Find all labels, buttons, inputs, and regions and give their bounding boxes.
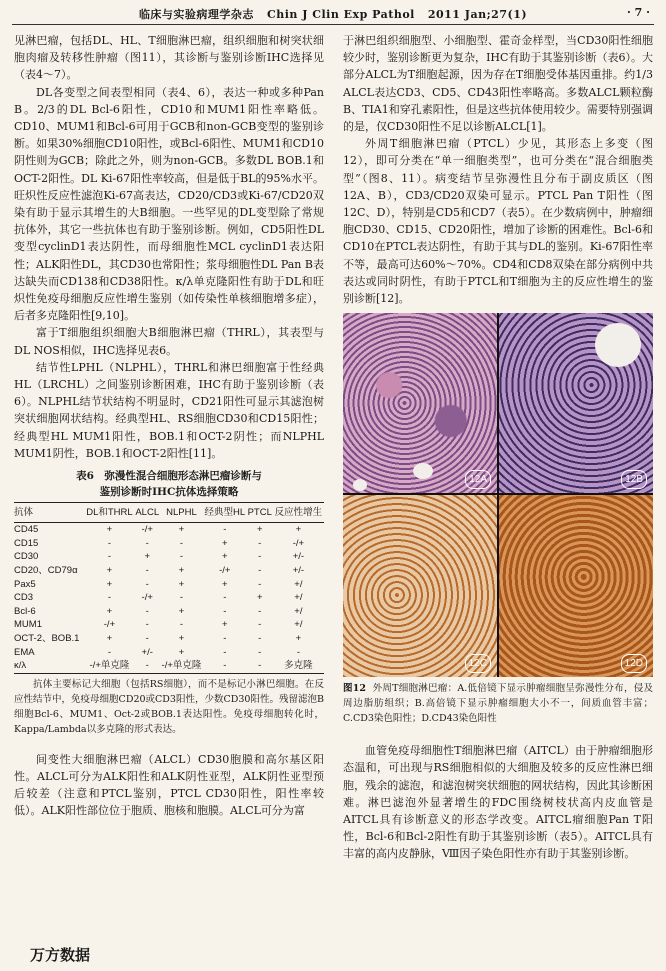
table-cell: +/ xyxy=(294,578,303,590)
table-cell: - xyxy=(145,633,149,645)
table-title-line: 表6 弥漫性混合细胞形态淋巴瘤诊断与 xyxy=(76,470,262,483)
table-row xyxy=(14,591,324,605)
table-row xyxy=(14,632,324,646)
right-column xyxy=(343,32,653,863)
table-row xyxy=(14,550,324,564)
table-cell: - xyxy=(107,551,112,563)
left-column xyxy=(14,32,324,820)
table-cell: - xyxy=(179,592,184,604)
paragraph: 于淋巴组织细胞型、小细胞型、霍奇金样型，当CD30阳性细胞较少时，鉴别诊断更为复杂，IHC有助于其鉴别诊断（表6）。大部分ALCL为T细胞起源，因为存在T细胞受体基因重排。约1/3 ALCL表达CD3、CD5、CD43阳性率略高。多数ALCL颗粒酶B、TIA1和穿孔素阳性，但是这些抗体使用较少。需要特别强调的是，仅CD30阳性不足以诊断ALCL[1]。 xyxy=(343,34,653,134)
table-row xyxy=(14,537,324,551)
table-cell: -/+ xyxy=(141,524,153,536)
paragraph: DL各变型之间表型相同（表4、6），表达一种或多种Pan B。2/3的DL Bcl-6阳性，CD10和MUM1阳性率略低。CD10、MUM1和Bcl-6可用于GCB和non-GCB变型的鉴别诊断。如果30%细胞CD10阳性，或Bcl-6阳性、MUM1和CD10阴性则为GCB；除此之外，则为non-GCB。多数DL BOB.1和OCT-2阳性。DL Ki-67阳性率较高，但是低于BL的95%水平。旺炽性反应性滤泡Ki-67高表达，CD20/CD3或Ki-67/CD20双染有助于显示其增生的大B细胞。一些罕见的DL变型除了常规抗体外，其它一些抗体也有助于鉴别诊断。例如，CD5阳性DL变型cyclinD1表达阴性，而母细胞性MCL cyclinD1表达阳性；ALK阳性DL，其CD30也常阳性；浆母细胞性DL Pan B表达缺失而CD138和CD38阳性。κ/λ单克隆阳性有助于DL和旺炽性免疫母细胞反应性增生鉴别（如传染性单核细胞增多症），后者多克隆阳性[9,10]。 xyxy=(14,85,324,323)
paragraph: 结节性LPHL（NLPHL），THRL和淋巴细胞富于性经典HL（LRCHL）之间鉴别诊断困难，IHC有助于鉴别诊断（表6）。NLPHL结节状结构不明显时，CD21阳性可显示其滤泡树突状细胞网状结构。经典型HL、RS细胞CD30和CD15阳性；经典型HL MUM1阳性，BOB.1和OCT-2阴性；而NLPHL MUM1阴性，BOB.1和OCT-2阳性[11]。 xyxy=(14,360,324,460)
table-cell: + xyxy=(106,524,113,536)
table-cell: - xyxy=(107,646,112,658)
paragraph: 富于T细胞组织细胞大B细胞淋巴瘤（THRL），其表型与DL NOS相似，IHC选择见表6。 xyxy=(14,326,324,357)
table-cell: - xyxy=(258,565,262,577)
table-cell: - xyxy=(145,537,149,549)
table-cell: - xyxy=(223,592,227,604)
table-cell: CD3 xyxy=(14,592,34,604)
table-cell: + xyxy=(222,619,228,631)
watermark: 万方数据 xyxy=(30,947,91,964)
table-cell: CD30 xyxy=(14,551,39,563)
table-cell: + xyxy=(178,578,185,590)
panel-label: 12D xyxy=(621,654,647,673)
paragraph: 间变性大细胞淋巴瘤（ALCL）CD30胞膜和高尔基区阳性。ALCL可分为ALK阳性和ALK阴性亚型，ALK阴性亚型预后较差（注意和PTCL鉴别，PTCL CD30阳性，阳性率较低）。ALK阳性部位位于胞质、胞核和胞膜。ALCL可分为富 xyxy=(14,752,324,818)
table-cell: + xyxy=(222,551,228,563)
table-cell: CD15 xyxy=(14,537,39,549)
table-cell: - xyxy=(107,537,112,549)
table-cell: - xyxy=(145,619,149,631)
journal-issue: 2011 Jan;27(1) xyxy=(427,8,528,21)
table-cell: Bcl-6 xyxy=(14,605,36,617)
table-cell: -/+ xyxy=(292,537,305,549)
page-number: · 7 · xyxy=(627,6,650,19)
table-cell: +/- xyxy=(292,551,305,563)
table-row xyxy=(14,523,324,537)
table-cell: + xyxy=(106,605,113,617)
table-title-line: 鉴别诊断时IHC抗体选择策略 xyxy=(99,486,239,499)
figure-caption xyxy=(343,681,653,726)
table-row xyxy=(14,564,324,578)
paragraph: 见淋巴瘤，包括DL、HL、T细胞淋巴瘤，组织细胞和树突状细胞肉瘤及转移性肿瘤（图11），其诊断与鉴别诊断IHC选择见（表4～7）。 xyxy=(14,34,324,82)
table-cell: - xyxy=(258,619,262,631)
table-cell: + xyxy=(222,578,228,590)
paragraph: 外周T细胞淋巴瘤（PTCL）少见，其形态上多变（图12），即可分类在“单一细胞类型”，也可分类在“混合细胞类型”（图8、11）。病变结节呈弥漫性且分布于副皮质区（图12A、B），CD3/CD20双染可显示。PTCL Pan T阳性（图12C、D），特别是CD5和CD7（表5）。在少数病例中，肿瘤细胞CD30、CD15、CD20阳性，增加了诊断的困难性。Bcl-6和CD10在PTCL表达阴性，有助于其与DL的鉴别。Ki-67阳性率不等，最高可达60%～70%。CD4和CD8双染在部分病例中共表达或同时阴性，有助于PTCL和T细胞为主的反应性增生的鉴别诊断[12]。 xyxy=(343,137,653,306)
panel-label: 12A xyxy=(465,470,491,489)
table-cell: - xyxy=(223,633,227,645)
table-cell: -/+ xyxy=(141,592,153,604)
table-header-cell: DL和THRL xyxy=(84,503,134,523)
table-cell: + xyxy=(222,537,228,549)
table-cell: - xyxy=(179,551,184,563)
table-cell: - xyxy=(258,551,262,563)
table-cell: -/+单克隆 xyxy=(84,659,134,673)
table-note: 抗体主要标记大细胞（包括RS细胞），而不是标记小淋巴细胞。在反应性结节中，免疫母细胞CD20或CD3阳性，少数CD30阳性。残留滤泡B细胞Bcl-6、MUM1、Oct-2或BOB.1表达阳性。免疫母细胞转化时，Kappa/Lambda以多克隆的形式表达。 xyxy=(14,678,324,735)
table-cell: + xyxy=(256,524,263,536)
table-cell: - xyxy=(223,646,227,658)
table-cell: MUM1 xyxy=(14,619,42,631)
table-cell: -/+ xyxy=(103,619,116,631)
page-header xyxy=(12,4,654,25)
table-cell: +/ xyxy=(294,605,303,617)
table-cell: - xyxy=(258,605,262,617)
table-cell: + xyxy=(178,605,185,617)
table-cell: - xyxy=(145,578,149,590)
table-header-cell: 经典型HL xyxy=(203,503,247,523)
table-cell: - xyxy=(145,565,149,577)
table-cell: - xyxy=(247,659,273,673)
table-cell: +/ xyxy=(294,592,303,604)
journal-title xyxy=(12,6,654,22)
table-cell: -/+单克隆 xyxy=(160,659,203,673)
figure-caption-label: 图12 xyxy=(343,683,366,695)
table-row xyxy=(14,578,324,592)
table-cell: + xyxy=(295,633,302,645)
table-cell: + xyxy=(144,551,150,563)
journal-name-en: Chin J Clin Exp Pathol xyxy=(266,8,415,21)
table-header-cell: PTCL xyxy=(247,503,273,523)
table-cell: + xyxy=(178,565,185,577)
micrograph-panel-c xyxy=(343,495,497,677)
table-header-cell: ALCL xyxy=(134,503,160,523)
table-cell: + xyxy=(106,565,113,577)
table-cell: - xyxy=(134,659,160,673)
table-cell: κ/λ xyxy=(14,659,84,673)
journal-name-cn: 临床与实验病理学杂志 xyxy=(138,8,254,21)
table-cell: - xyxy=(296,646,300,658)
micrograph-panel-b xyxy=(499,313,653,493)
table-cell: - xyxy=(258,646,262,658)
micrograph-panel-a xyxy=(343,313,497,493)
table-cell: + xyxy=(295,524,302,536)
table-cell: -/+ xyxy=(219,565,231,577)
table-header-cell: NLPHL xyxy=(160,503,203,523)
table-cell: OCT-2、BOB.1 xyxy=(14,633,80,645)
table-row xyxy=(14,605,324,619)
table-cell: EMA xyxy=(14,646,35,658)
table-cell: + xyxy=(178,646,185,658)
table-cell: + xyxy=(178,633,185,645)
table-cell: Pax5 xyxy=(14,578,36,590)
figure-12 xyxy=(343,313,653,677)
table-cell: - xyxy=(258,537,262,549)
table-cell: + xyxy=(106,633,113,645)
paragraph: 血管免疫母细胞性T细胞淋巴瘤（AITCL）由于肿瘤细胞形态温和，可出现与RS细胞相似的大细胞及较多的反应性淋巴细胞，残余的滤泡，和滤泡树突状细胞的网状结构，因此其诊断困难。淋巴滤泡外显著增生的FDC围绕树枝状高内皮血管是AITCL具有诊断意义的形态学改变。AITCL瘤细胞Pan T阳性，Bcl-6和Bcl-2阳性有助于其鉴别诊断（表5）。AITCL具有丰富的高内皮静脉，Ⅷ因子染色阳性亦有助于其鉴别诊断。 xyxy=(343,744,653,861)
table-row xyxy=(14,659,324,673)
table-cell: - xyxy=(223,605,227,617)
panel-label: 12C xyxy=(465,654,491,673)
table-cell: - xyxy=(179,537,184,549)
table-cell: + xyxy=(178,524,185,536)
table-body xyxy=(14,523,324,674)
micrograph-panel-d xyxy=(499,495,653,677)
table-header-row xyxy=(14,503,324,523)
table-cell: +/ xyxy=(294,619,303,631)
table-row xyxy=(14,618,324,632)
table-cell: CD20、CD79α xyxy=(14,565,78,577)
table-cell: - xyxy=(203,659,247,673)
table-cell: + xyxy=(256,592,263,604)
table-cell: CD45 xyxy=(14,524,39,536)
table-title xyxy=(14,468,324,500)
panel-label: 12B xyxy=(621,470,647,489)
table-cell: +/- xyxy=(141,646,153,658)
table-cell: +/- xyxy=(292,565,305,577)
table-cell: - xyxy=(107,592,112,604)
table-cell: + xyxy=(106,578,113,590)
table-cell: - xyxy=(179,619,184,631)
table-cell: - xyxy=(223,524,227,536)
figure-caption-text: 外周T细胞淋巴瘤：A.低倍镜下显示肿瘤细胞呈弥漫性分布，侵及周边脂肪组织；B.高倍镜下显示肿瘤细胞大小不一，间质血管丰富；C.CD3染色阳性；D.CD43染色阳性 xyxy=(343,683,653,725)
table-cell: - xyxy=(145,605,149,617)
table-cell: - xyxy=(258,578,262,590)
table-header-cell: 反应性增生 xyxy=(273,503,324,523)
table-row xyxy=(14,646,324,660)
table-header-cell: 抗体 xyxy=(14,503,84,523)
antibody-table xyxy=(14,502,324,674)
table-cell: 多克隆 xyxy=(273,659,324,673)
table-cell: - xyxy=(258,633,262,645)
